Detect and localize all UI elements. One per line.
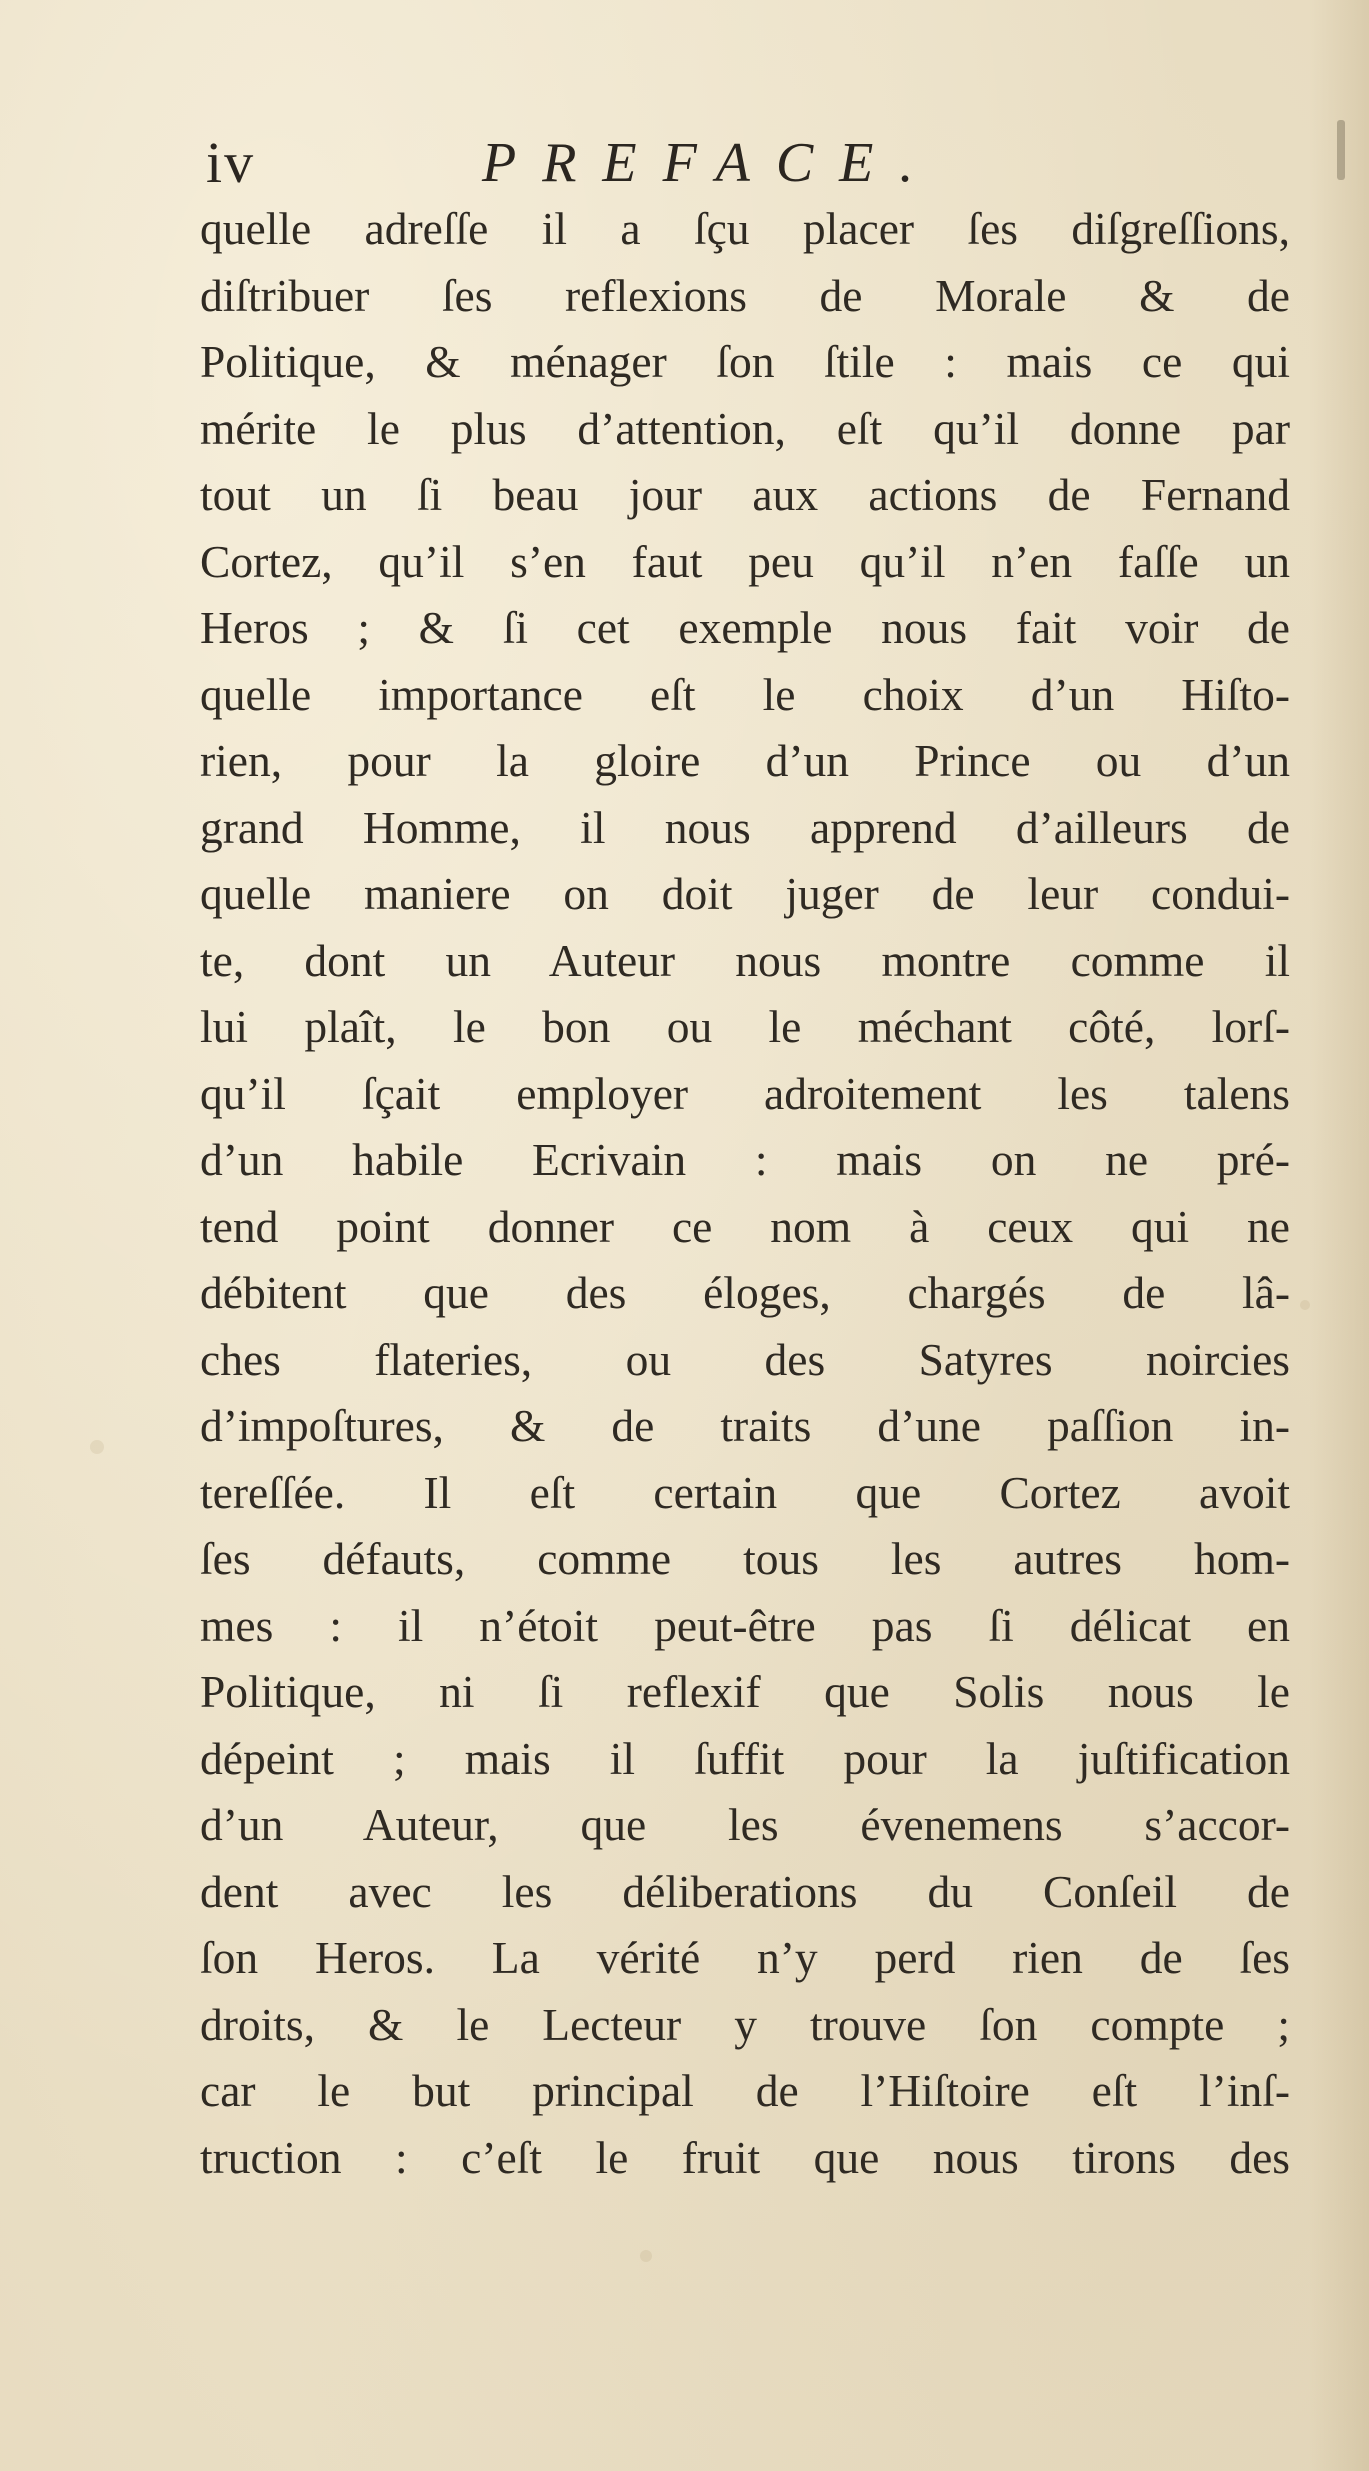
text-line: tend point donner ce nom à ceux qui ne (200, 1200, 1290, 1252)
text-line: d’un Auteur, que les évenemens s’accor- (200, 1799, 1290, 1850)
text-line: Politique, & ménager ſon ſtile : mais ce qui (200, 336, 1290, 387)
text-line: car le but principal de l’Hiſtoire eſt l’inſ- (200, 2065, 1290, 2116)
text-line: droits, & le Lecteur y trouve ſon compte ; (200, 1998, 1290, 2050)
text-line: ches flateries, ou des Satyres noircies (200, 1333, 1290, 1385)
text-line: tout un ſi beau jour aux actions de Fernand (200, 469, 1290, 520)
text-line: lui plaît, le bon ou le méchant côté, lorſ- (200, 1001, 1290, 1052)
text-line: débitent que des éloges, chargés de lâ- (200, 1267, 1290, 1318)
text-line: ſes défauts, comme tous les autres hom- (200, 1533, 1290, 1584)
paper-stain (90, 1440, 104, 1454)
text-line: grand Homme, il nous apprend d’ailleurs de (200, 801, 1290, 853)
text-line: mérite le plus d’attention, eſt qu’il donne par (200, 402, 1290, 454)
text-line: ſon Heros. La vérité n’y perd rien de ſes (200, 1932, 1290, 1983)
paper-stain (640, 2250, 652, 2262)
paper-stain (1300, 1300, 1310, 1310)
running-head: PREFACE. (482, 132, 940, 194)
body-text (200, 196, 1290, 2191)
text-line: dépeint ; mais il ſuffit pour la juſtification (200, 1732, 1290, 1784)
text-line: rien, pour la gloire d’un Prince ou d’un (200, 735, 1290, 786)
text-line: te, dont un Auteur nous montre comme il (200, 934, 1290, 986)
text-line: mes : il n’étoit peut-être pas ſi délicat en (200, 1599, 1290, 1651)
text-line: d’un habile Ecrivain : mais on ne pré- (200, 1134, 1290, 1185)
page-number: iv (206, 130, 256, 195)
text-line: Heros ; & ſi cet exemple nous fait voir de (200, 602, 1290, 653)
text-line: quelle maniere on doit juger de leur condui- (200, 868, 1290, 919)
text-line: qu’il ſçait employer adroitement les talens (200, 1067, 1290, 1119)
text-line: diſtribuer ſes reflexions de Morale & de (200, 269, 1290, 321)
text-line: Cortez, qu’il s’en faut peu qu’il n’en faſſe un (200, 535, 1290, 587)
text-line: dent avec les déliberations du Conſeil de (200, 1865, 1290, 1917)
text-line: Politique, ni ſi reflexif que Solis nous le (200, 1666, 1290, 1717)
text-line: d’impoſtures, & de traits d’une paſſion in- (200, 1400, 1290, 1451)
page-edge-shadow (1309, 0, 1369, 2471)
text-line: tereſſée. Il eſt certain que Cortez avoit (200, 1466, 1290, 1518)
page-corner-mark (1337, 120, 1345, 180)
text-line: truction : c’eſt le fruit que nous tirons des (200, 2131, 1290, 2183)
page-header (200, 118, 1300, 208)
text-line: quelle importance eſt le choix d’un Hiſto- (200, 668, 1290, 720)
text-line: quelle adreſſe il a ſçu placer ſes diſgreſſions, (200, 203, 1290, 254)
